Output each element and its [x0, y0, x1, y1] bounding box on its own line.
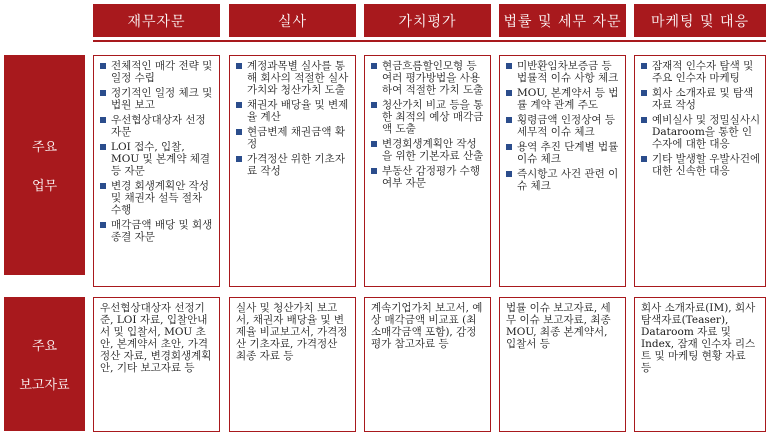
list-item — [100, 114, 215, 138]
list-item — [506, 114, 621, 138]
list-item-text: 기타 발생할 우발사건에 대한 신속한 대응 — [652, 153, 761, 177]
list-item-text: 부동산 감정평가 수행여부 자문 — [382, 165, 480, 189]
square-bullet-icon — [371, 141, 377, 147]
list-item-text: LOI 접수, 입찰, MOU 및 본계약 체결 등 자문 — [111, 141, 211, 177]
header-label: 가치평가 — [398, 13, 457, 30]
main-work-box — [634, 55, 766, 287]
main-work-box — [499, 55, 626, 287]
main-work-box — [93, 55, 220, 287]
square-bullet-icon — [100, 144, 106, 150]
list-item-text: 계정과목별 실사를 통해 회사의 적절한 실사가치와 청산가치 도출 — [247, 60, 349, 96]
square-bullet-icon — [641, 90, 647, 96]
reports-text: 법률 이슈 보고자료, 세무 이슈 보고자료, 최종 MOU, 최종 본계약서, 입찰서 등 — [506, 302, 611, 350]
header-due-diligence — [229, 4, 356, 37]
list-item-text: 즉시항고 사건 관련 이슈 체크 — [517, 168, 619, 192]
list-item-text: MOU, 본계약서 등 법률 계약 관계 주도 — [517, 87, 619, 111]
header-financial-advisory — [93, 4, 220, 37]
square-bullet-icon — [100, 117, 106, 123]
square-bullet-icon — [236, 63, 242, 69]
list-item — [506, 141, 621, 165]
list-item-text: 변경 회생계획안 작성 및 채권자 설득 절차 수행 — [111, 180, 209, 216]
row-label-main-work — [4, 55, 85, 275]
list-item-text: 용역 추진 단계별 법률 이슈 체크 — [517, 141, 619, 165]
list-item — [641, 87, 761, 111]
reports-box — [93, 297, 220, 432]
list-item-text: 잠재적 인수자 탐색 및 주요 인수자 마케팅 — [652, 60, 754, 84]
list-item-text: 현금흐름할인모형 등 여러 평가방법을 사용하여 적절한 가치 도출 — [382, 60, 484, 96]
list-item — [641, 60, 761, 84]
row-label-line: 주요 — [31, 339, 58, 354]
main-work-box — [229, 55, 356, 287]
list-item — [371, 138, 486, 162]
header-label: 마케팅 및 대응 — [650, 13, 750, 30]
square-bullet-icon — [371, 102, 377, 108]
list-item — [371, 165, 486, 189]
list-item-text: 예비실사 및 정밀실사시 Dataroom을 통한 인수자에 대한 대응 — [652, 114, 761, 150]
header-marketing — [634, 4, 766, 37]
list-item — [100, 219, 215, 243]
row-label-line: 주요 — [31, 140, 58, 155]
reports-text: 우선협상대상자 선정기준, LOI 자료, 입찰안내서 및 입찰서, MOU 초안, 본계약서 초안, 가격정산 자료, 변경회생계획안, 기타 보고자료 등 — [100, 302, 212, 374]
list-item — [100, 141, 215, 177]
list-item — [506, 168, 621, 192]
square-bullet-icon — [506, 171, 512, 177]
list-item-text: 미반환임차보증금 등 법률적 이슈 사항 체크 — [517, 60, 619, 84]
reports-box — [229, 297, 356, 432]
row-label-line: 보고자료 — [19, 378, 70, 393]
list-item-text: 채권자 배당율 및 변제율 계산 — [247, 99, 349, 123]
list-item — [371, 60, 486, 96]
square-bullet-icon — [371, 63, 377, 69]
header-label: 법률 및 세무 자문 — [503, 13, 622, 30]
list-item-text: 회사 소개자료 및 탐색 자료 작성 — [652, 87, 754, 111]
reports-text: 계속기업가치 보고서, 예상 매각금액 비교표 (최소매각금액 포함), 감정평가 참고자료 등 — [371, 302, 483, 350]
list-item-text: 현금변제 채권금액 확정 — [247, 126, 345, 150]
list-item — [100, 60, 215, 84]
list-item — [100, 87, 215, 111]
list-item — [236, 60, 351, 96]
square-bullet-icon — [641, 63, 647, 69]
header-legal-tax — [499, 4, 626, 37]
main-work-box — [364, 55, 491, 287]
reports-box — [364, 297, 491, 432]
reports-text: 실사 및 청산가치 보고서, 채권자 배당율 및 변제율 비교보고서, 가격정산 기초자료, 가격정산 최종 자료 등 — [236, 302, 348, 362]
list-item-text: 변경회생계획안 작성을 위한 기본자료 산출 — [382, 138, 484, 162]
square-bullet-icon — [236, 129, 242, 135]
row-label-reports — [4, 297, 85, 431]
list-item-text: 청산가치 비교 등을 통한 최적의 예상 매각금액 도출 — [382, 99, 484, 135]
reports-box — [634, 297, 766, 432]
header-valuation — [364, 4, 491, 37]
list-item — [100, 180, 215, 216]
list-item-text: 우선협상대상자 선정 자문 — [111, 114, 206, 138]
reports-text: 회사 소개자료(IM), 회사 탐색자료(Teaser), Dataroom 자료 및 Index, 잠재 인수자 리스트 및 마케팅 현황 자료 등 — [641, 302, 756, 374]
square-bullet-icon — [506, 144, 512, 150]
square-bullet-icon — [371, 168, 377, 174]
list-item — [506, 87, 621, 111]
list-item — [506, 60, 621, 84]
header-divider — [93, 40, 766, 42]
square-bullet-icon — [641, 117, 647, 123]
list-item — [371, 99, 486, 135]
list-item-text: 매각금액 배당 및 회생종결 자문 — [111, 219, 213, 243]
list-item-text: 가격정산 위한 기초자료 작성 — [247, 153, 345, 177]
square-bullet-icon — [236, 102, 242, 108]
square-bullet-icon — [100, 63, 106, 69]
list-item — [236, 99, 351, 123]
list-item — [641, 153, 761, 177]
square-bullet-icon — [100, 183, 106, 189]
square-bullet-icon — [100, 222, 106, 228]
list-item — [641, 114, 761, 150]
list-item-text: 정기적인 일정 체크 및 법원 보고 — [111, 87, 213, 111]
square-bullet-icon — [506, 63, 512, 69]
square-bullet-icon — [641, 156, 647, 162]
list-item — [236, 153, 351, 177]
list-item-text: 전체적인 매각 전략 및 일정 수립 — [111, 60, 213, 84]
square-bullet-icon — [506, 117, 512, 123]
row-label-line: 업무 — [31, 179, 58, 194]
square-bullet-icon — [100, 90, 106, 96]
square-bullet-icon — [236, 156, 242, 162]
header-label: 재무자문 — [127, 13, 186, 30]
header-label: 실사 — [277, 13, 308, 30]
reports-box — [499, 297, 626, 432]
list-item — [236, 126, 351, 150]
square-bullet-icon — [506, 90, 512, 96]
list-item-text: 횡령금액 인정상여 등 세무적 이슈 체크 — [517, 114, 615, 138]
